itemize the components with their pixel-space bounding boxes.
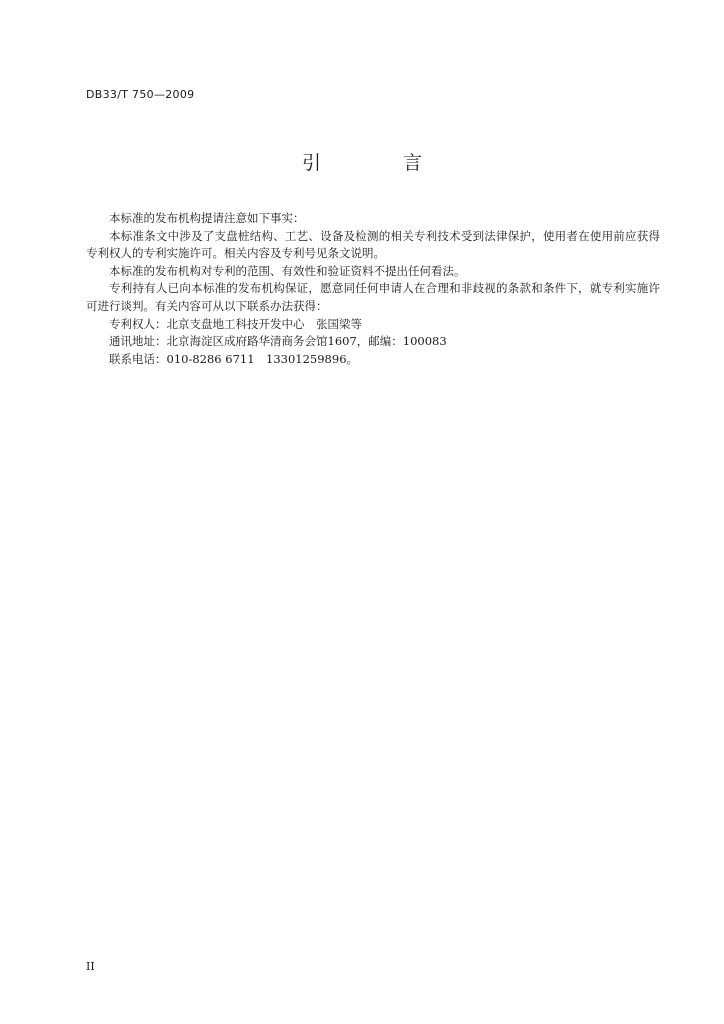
paragraph-no-position: 本标准的发布机构对专利的范围、有效性和验证资料不提出任何看法。 [109,263,466,278]
body-text [86,210,660,368]
paragraph-phone: 联系电话：010-8286 6711 13301259896。 [109,351,359,366]
paragraph-address: 通讯地址：北京海淀区成府路华清商务会馆1607，邮编：100083 [109,334,447,349]
paragraph-patent-holder: 专利权人：北京支盘地工科技开发中心 张国梁等 [109,316,362,331]
paragraph-notice: 本标准的发布机构提请注意如下事实： [109,211,305,225]
paragraph-licensing: 专利持有人已向本标准的发布机构保证，愿意同任何申请人在合理和非歧视的条款和条件下，就专利实施许可进行谈判。有关内容可从以下联系办法获得： [86,281,660,313]
standard-code-header: DB33/T 750—2009 [86,88,195,101]
page-title: 引 言 [301,152,461,174]
paragraph-patent-scope: 本标准条文中涉及了支盘桩结构、工艺、设备及检测的相关专利技术受到法律保护，使用者在使用前应获得专利权人的专利实施许可。相关内容及专利号见条文说明。 [86,228,660,261]
page-number: II [86,960,95,973]
